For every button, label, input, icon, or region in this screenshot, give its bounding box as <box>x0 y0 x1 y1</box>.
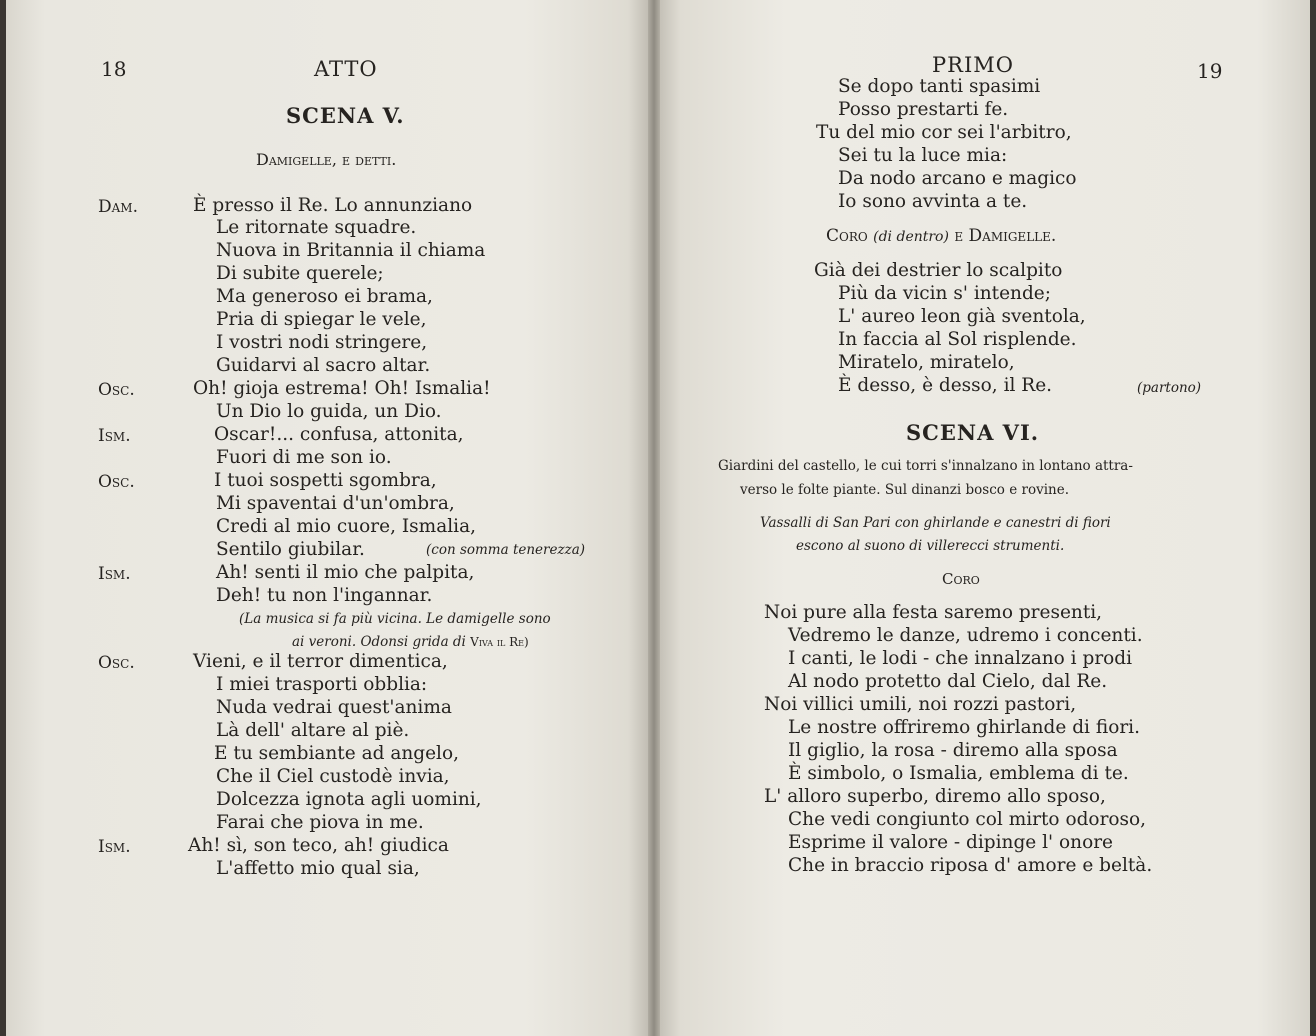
verse-line: Vieni, e il terror dimentica, <box>193 651 448 672</box>
verse-line: Noi villici umili, noi rozzi pastori, <box>764 694 1077 715</box>
verse-line: Pria di spiegar le vele, <box>216 309 427 330</box>
verse-line: Posso prestarti fe. <box>838 99 1009 120</box>
verse-line: Sei tu la luce mia: <box>838 145 1008 166</box>
speaker-label: Dam. <box>98 197 138 217</box>
scene-title: SCENA V. <box>286 103 405 128</box>
speaker-label: Ism. <box>98 426 131 446</box>
verse-line: L' alloro superbo, diremo allo sposo, <box>764 786 1106 807</box>
verse-line: Oh! gioja estrema! Oh! Ismalia! <box>193 378 491 399</box>
setting-description: Giardini del castello, le cui torri s'innalzano in lontano attra- <box>718 458 1133 474</box>
verse-line: E tu sembiante ad angelo, <box>214 743 459 764</box>
verse-line: Da nodo arcano e magico <box>838 168 1077 189</box>
speaker-label: Ism. <box>98 564 131 584</box>
speaker-label: Osc. <box>98 653 135 673</box>
page-number: 19 <box>1197 59 1223 83</box>
verse-line: Là dell' altare al piè. <box>216 720 410 741</box>
stage-direction-part: ai veroni. Odonsi grida di <box>292 634 466 650</box>
stage-direction-shout: Viva il Re) <box>470 635 529 649</box>
speaker-label: Ism. <box>98 837 131 857</box>
verse-line: L'affetto mio qual sia, <box>216 858 420 879</box>
entrance-direction: escono al suono di villerecci strumenti. <box>796 538 1065 554</box>
verse-line: Che in braccio riposa d' amore e beltà. <box>788 855 1153 876</box>
verse-line: È presso il Re. Lo annunziano <box>193 195 473 216</box>
stage-direction: (partono) <box>1137 380 1202 396</box>
verse-line: È desso, è desso, il Re. <box>838 375 1053 396</box>
verse-line: Tu del mio cor sei l'arbitro, <box>816 122 1072 143</box>
verse-line: I tuoi sospetti sgombra, <box>214 470 437 491</box>
verse-line: Farai che piova in me. <box>216 812 424 833</box>
verse-line: Che il Ciel custodè invia, <box>216 766 450 787</box>
right-page <box>654 0 1310 1036</box>
stage-direction: (di dentro) <box>873 229 949 245</box>
speaker-label: Coro <box>826 226 868 246</box>
chorus-heading <box>826 226 1056 246</box>
verse-line: I canti, le lodi - che innalzano i prodi <box>788 648 1133 669</box>
entrance-direction: Vassalli di San Pari con ghirlande e canestri di fiori <box>760 515 1111 531</box>
verse-line: Esprime il valore - dipinge l' onore <box>788 832 1113 853</box>
verse-line: Le ritornate squadre. <box>216 217 417 238</box>
verse-line: Nuova in Britannia il chiama <box>216 240 486 261</box>
stage-direction: (La musica si fa più vicina. Le damigelle sono <box>239 611 551 627</box>
verse-line: Miratelo, miratelo, <box>838 352 1015 373</box>
speaker-label: e Damigelle. <box>954 226 1057 246</box>
verse-line: È simbolo, o Ismalia, emblema di te. <box>788 763 1129 784</box>
stage-direction: (con somma tenerezza) <box>426 542 586 558</box>
verse-line: Più da vicin s' intende; <box>838 283 1051 304</box>
verse-line: Fuori di me son io. <box>216 447 392 468</box>
character-list: Damigelle, e detti. <box>256 150 397 169</box>
verse-line: In faccia al Sol risplende. <box>838 329 1077 350</box>
verse-line: Un Dio lo guida, un Dio. <box>216 401 442 422</box>
verse-line: Nuda vedrai quest'anima <box>216 697 452 718</box>
verse-line: I vostri nodi stringere, <box>216 332 428 353</box>
book-gutter <box>648 0 660 1036</box>
verse-line: Che vedi congiunto col mirto odoroso, <box>788 809 1147 830</box>
verse-line: Ah! sì, son teco, ah! giudica <box>188 835 449 856</box>
verse-line: Vedremo le danze, udremo i concenti. <box>788 625 1143 646</box>
speaker-label: Osc. <box>98 472 135 492</box>
verse-line: Il giglio, la rosa - diremo alla sposa <box>788 740 1118 761</box>
running-head: PRIMO <box>932 53 1014 77</box>
verse-line: Mi spaventai d'un'ombra, <box>216 493 455 514</box>
verse-line: Già dei destrier lo scalpito <box>814 260 1063 281</box>
verse-line: Noi pure alla festa saremo presenti, <box>764 602 1103 623</box>
verse-line: Le nostre offriremo ghirlande di fiori. <box>788 717 1140 738</box>
verse-line: L' aureo leon già sventola, <box>838 306 1086 327</box>
verse-line: Ah! senti il mio che palpita, <box>216 562 475 583</box>
left-page <box>6 0 654 1036</box>
verse-line: Io sono avvinta a te. <box>838 191 1028 212</box>
verse-line: Sentilo giubilar. <box>216 539 365 560</box>
speaker-label: Osc. <box>98 380 135 400</box>
running-head: ATTO <box>314 57 378 81</box>
verse-line: Oscar!... confusa, attonita, <box>214 424 464 445</box>
setting-description: verso le folte piante. Sul dinanzi bosco e rovine. <box>740 482 1069 498</box>
verse-line: Al nodo protetto dal Cielo, dal Re. <box>788 671 1108 692</box>
stage-direction <box>292 634 529 650</box>
verse-line: Di subite querele; <box>216 263 384 284</box>
verse-line: Ma generoso ei brama, <box>216 286 433 307</box>
verse-line: Deh! tu non l'ingannar. <box>216 585 433 606</box>
verse-line: Guidarvi al sacro altar. <box>216 355 431 376</box>
verse-line: Dolcezza ignota agli uomini, <box>216 789 482 810</box>
page-number: 18 <box>101 57 127 81</box>
verse-line: Credi al mio cuore, Ismalia, <box>216 516 476 537</box>
verse-line: I miei trasporti obblia: <box>216 674 428 695</box>
verse-line: Se dopo tanti spasimi <box>838 76 1041 97</box>
chorus-title: Coro <box>942 570 980 588</box>
scene-title: SCENA VI. <box>906 420 1040 445</box>
